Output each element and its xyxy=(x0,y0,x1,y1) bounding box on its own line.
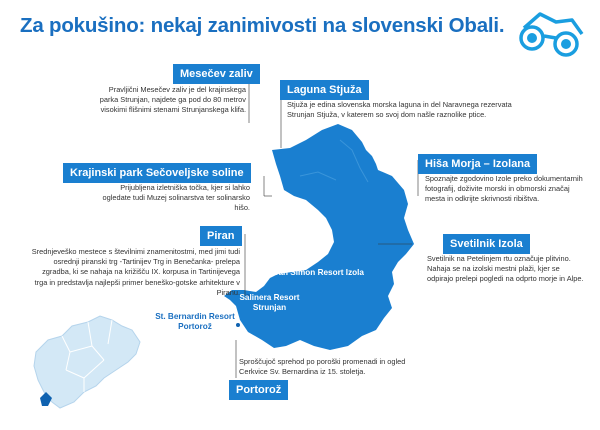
label-svetilnik-izola: Svetilnik Izola xyxy=(443,234,530,254)
desc-laguna-stjuza: Stjuža je edina slovenska morska laguna in del Naravnega rezervata Strunjan Stjuža, v katerem so svoj dom našle raznolike ptice. xyxy=(287,100,512,120)
desc-hisa-morja: Spoznajte zgodovino Izole preko dokumentarnih fotografij, doživite morski in obmorski značaj mesta in odkrijte skrivnosti ribištva. xyxy=(425,174,583,204)
desc-portoroz: Sproščujoč sprehod po poroški promenadi in ogled Cerkvice Sv. Bernardina iz 15. stoletja. xyxy=(239,357,406,377)
label-piran: Piran xyxy=(200,226,242,246)
map-label-st-bernardin: St. Bernardin Resort Portorož xyxy=(155,312,235,331)
label-hisa-morja: Hiša Morja – Izolana xyxy=(418,154,537,174)
label-secoveljske-soline: Krajinski park Sečoveljske soline xyxy=(63,163,251,183)
label-laguna-stjuza: Laguna Stjuža xyxy=(280,80,369,100)
desc-piran: Srednjeveško mestece s številnimi znamenitostmi, med jimi tudi osrednji piranski trg -Tartinijev Trg in Benečanka- prelepa zgradba, ki se nahaja na križišču IX. korpusa in Tartinijevega trga in predstavlja najlepši primer beneško-gotske arhitekture v Piranu. xyxy=(31,247,240,297)
map-label-san-simon: San Simon Resort Izola xyxy=(273,268,364,277)
label-portoroz: Portorož xyxy=(229,380,288,400)
map-label-salinera: Salinera Resort Strunjan xyxy=(239,293,300,312)
page-title: Za pokušino: nekaj zanimivosti na slovenski Obali. xyxy=(20,14,505,37)
coast-map xyxy=(224,124,414,350)
desc-mesecev-zaliv: Pravljični Mesečev zaliv je del krajinskega parka Strunjan, najdete ga pod do 80 metrov visokimi flišnimi stenami Strunjanskega klifa. xyxy=(99,85,246,115)
desc-svetilnik-izola: Svetilnik na Petelinjem rtu označuje plitvino. Nahaja se na izolski mestni plaži, kjer se odpirajo prelepi pogledi na odprto morje in Alpe. xyxy=(427,254,584,284)
slovenia-minimap xyxy=(34,316,140,408)
label-mesecev-zaliv: Mesečev zaliv xyxy=(173,64,260,84)
desc-secoveljske-soline: Prijubljena izletniška točka, kjer si lahko ogledate tudi Muzej solinarstva ter solinarsko hišo. xyxy=(102,183,250,213)
